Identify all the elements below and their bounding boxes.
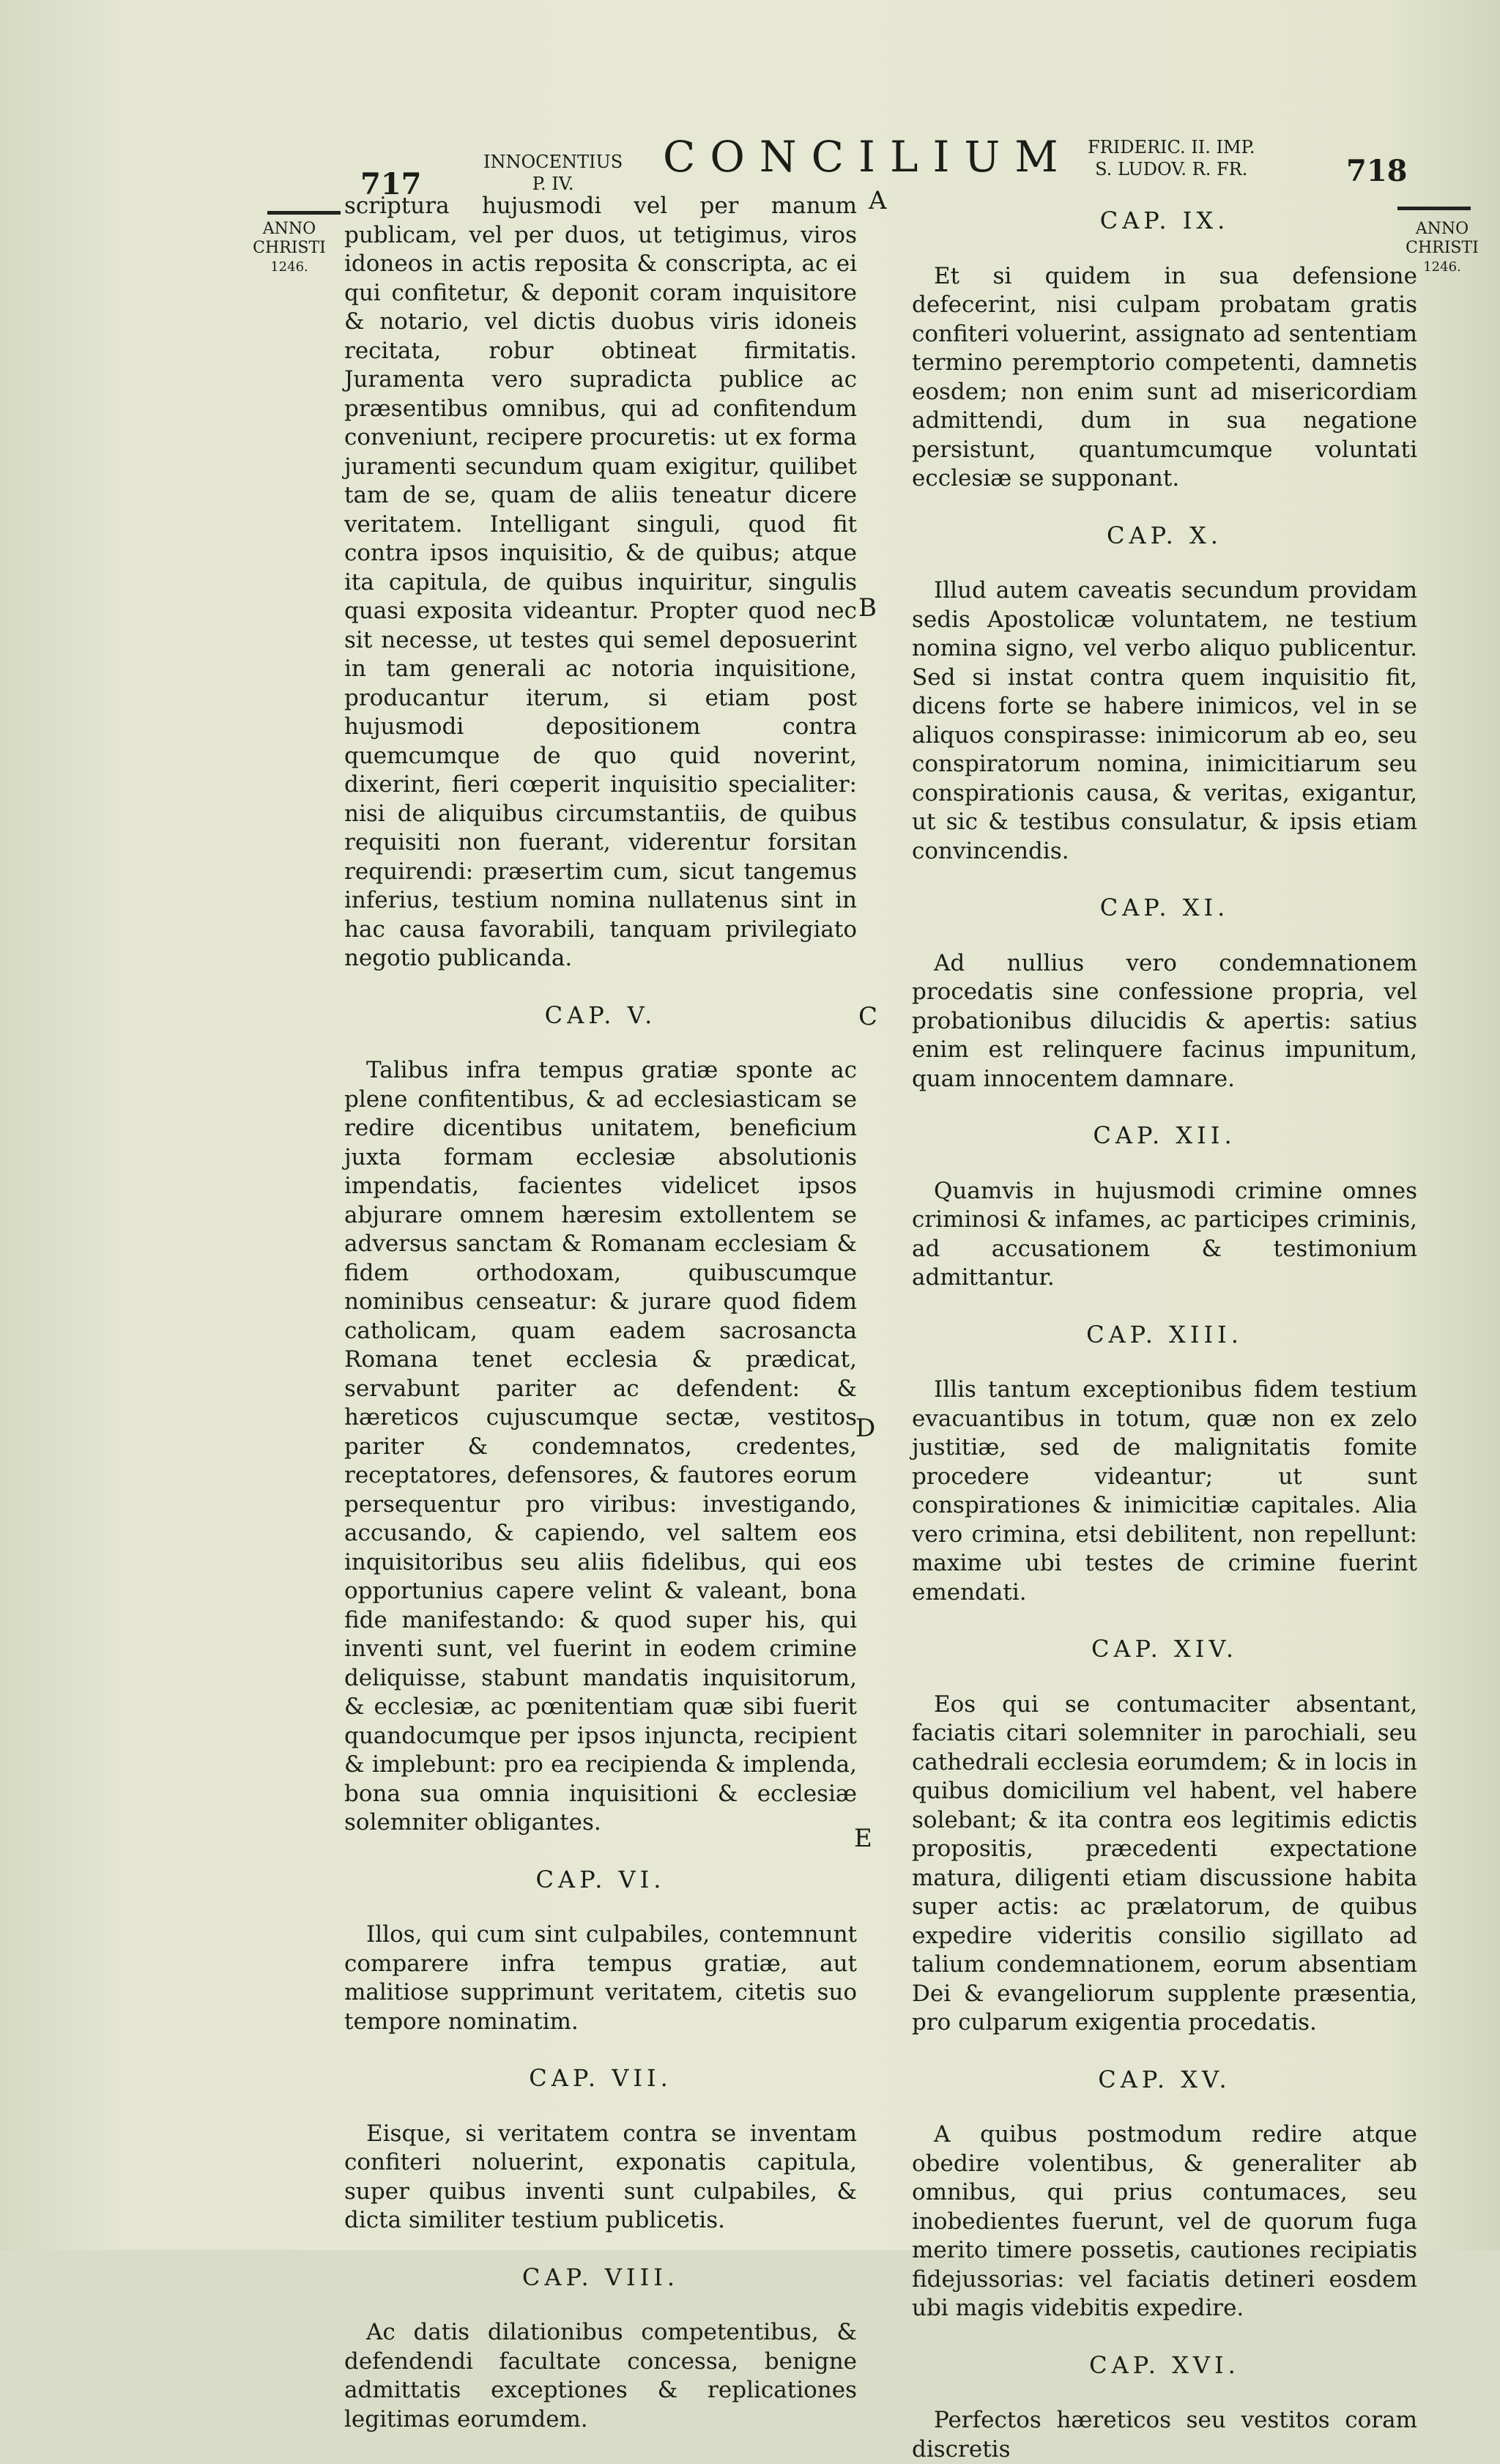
marker-d: D [855,1414,876,1443]
margin-note-right-line1: ANNO [1415,220,1469,238]
left-column [344,192,857,2434]
chapter-heading-x: CAP. X. [1107,521,1222,549]
marker-b: B [858,593,877,623]
running-head-right-line2: S. LUDOV. R. FR. [1095,159,1248,179]
marker-e: E [854,1824,872,1853]
margin-note-right-line2: CHRISTI [1406,239,1479,257]
margin-note-right-line3: 1246. [1423,259,1461,275]
chapter-heading-xii: CAP. XII. [1093,1121,1236,1149]
chapter-heading-vi: CAP. VI. [535,1865,666,1893]
margin-note-left-line2: CHRISTI [253,239,326,257]
chapter-heading-xiv: CAP. XIV. [1091,1635,1239,1663]
chapter-xvi-text: Perfectos hæreticos seu vestitos coram discretis [912,2407,1417,2463]
chapter-vi-text: Illos, qui cum sint culpabiles, contemnunt comparere infra tempus gratiæ, aut malitiose supprimunt veritatem, citetis suo tempore nominatim. [344,1921,857,2035]
chapter-heading-xi: CAP. XI. [1099,894,1230,921]
page-number-left: 717 [360,167,422,201]
running-head-right-line1: FRIDERIC. II. IMP. [1088,137,1255,157]
running-head-left [483,151,623,195]
chapter-heading-xv: CAP. XV. [1098,2065,1231,2093]
chapter-ix-text: Et si quidem in sua defensione defecerint, nisi culpam probatam gratis confiteri voluerint, assignato ad sententiam termino peremptorio competenti, damnetis eosdem; non enim sunt ad misericordiam admittendi, dum in sua negatione persistunt, quantumcumque voluntati ecclesiæ se supponant. [912,262,1417,491]
chapter-heading-viii: CAP. VIII. [521,2263,680,2291]
running-head-right [1088,136,1255,180]
running-head-left-line1: INNOCENTIUS [483,152,623,172]
chapter-v-text: Talibus infra tempus gratiæ sponte ac plene confitentibus, & ad ecclesiasticam se redire dicentibus unitatem, beneficium juxta formam ecclesiæ absolutionis impendatis, facientes videlicet ipsos abjurare omnem hæresim extollentem se adversus sanctam & Romanam ecclesiam & fidem orthodoxam, quibuscumque nominibus censeatur: & jurare quod fidem catholicam, quam eadem sacrosancta Romana tenet ecclesia & prædicat, servabunt pariter ac defendent: & hæreticos cujuscumque sectæ, vestitos pariter & condemnatos, credentes, receptatores, defensores, & fautores eorum persequentur pro viribus: investigando, accusando, & capiendo, vel saltem eos inquisitoribus seu aliis fidelibus, qui eos opportunius capere velint & valeant, bona fide manifestando: & quod super his, qui inventi sunt, vel fuerint in eodem crimine deliquisse, stabunt mandatis inquisitorum, & ecclesiæ, ac pœnitentiam quæ sibi fuerit quandocumque per ipsos injuncta, recipient & implebunt: pro ea recipienda & implenda, bona sua omnia inquisitioni & ecclesiæ solemniter obligantes. [344,1057,857,1836]
chapter-xi-text: Ad nullius vero condemnationem procedatis sine confessione propria, vel probationibus dilucidis & apertis: satius enim est relinquere facinus impunitum, quam innocentem damnare. [912,949,1417,1092]
running-head-title: CONCILIUM [663,132,1073,182]
chapter-xv-text: A quibus postmodum redire atque obedire volentibus, & generaliter ab omnibus, qui prius contumaces, seu inobedientes fuerunt, vel de quorum fuga merito timere possetis, cautiones recipiatis fidejussorias: vel faciatis detineri eosdem ubi magis videbitis expedire. [912,2121,1417,2321]
chapter-heading-vii: CAP. VII. [529,2064,672,2092]
paragraph-intro: scriptura hujusmodi vel per manum publicam, vel per duos, ut tetigimus, viros idoneos in actis reposita & conscripta, ac ei qui confitetur, & deponit coram inquisitore & notario, vel dictis duobus viris idoneis recitata, robur obtineat firmitatis. Juramenta vero supradicta publice ac præsentibus omnibus, qui ad confitendum conveniunt, recipere procuretis: ut ex forma juramenti secundum quam exigitur, quilibet tam de se, quam de aliis teneatur dicere veritatem. Intelligant singuli, quod fit contra ipsos inquisitio, & de quibus; atque ita capitula, de quibus inquiritur, singulis quasi exposita videantur. Propter quod nec sit necesse, ut testes qui semel deposuerint in tam generali ac notoria inquisitione, producantur iterum, si etiam post hujusmodi depositionem contra quemcumque de quo quid noverint, dixerint, fieri cœperit inquisitio specialiter: nisi de aliquibus circumstantiis, de quibus requisiti non fuerant, viderentur forsitan requirendi: præsertim cum, sicut tangemus inferius, testium nomina nullatenus sint in hac causa favorabili, tanquam privilegiato negotio publicanda. [344,193,857,971]
chapter-xiv-text: Eos qui se contumaciter absentant, faciatis citari solemniter in parochiali, seu cathedrali ecclesia eorumdem; & in locis in quibus domicilium vel habent, vel habere solebant; & ita contra eos legitimis edictis propositis, præcedenti expectatione matura, diligenti etiam discussione habita super actis: ac prælatorum, de quibus expedire videritis consilio sigillato ad talium condemnationem, eorum absentiam Dei & evangeliorum supplente præsentia, pro culparum exigentia procedatis. [912,1691,1417,2036]
chapter-x-text: Illud autem caveatis secundum providam sedis Apostolicæ voluntatem, ne testium nomina signo, vel verbo aliquo publicentur. Sed si instat contra quem inquisitio fit, dicens forte se habere inimicos, vel in se aliquos conspirasse: inimicorum ab eo, seu conspiratorum nomina, inimicitiarum seu conspirationis causa, & veritas, exigantur, ut sic & testibus consulatur, & ipsis etiam convincendis. [912,577,1417,864]
chapter-heading-v: CAP. V. [544,1001,657,1029]
chapter-viii-text: Ac datis dilationibus competentibus, & defendendi facultate concessa, benigne admittatis exceptiones & replicationes legitimas eorumdem. [344,2319,857,2433]
page-number-right: 718 [1346,154,1408,188]
chapter-xii-text: Quamvis in hujusmodi crimine omnes criminosi & infames, ac participes criminis, ad accusationem & testimonium admittantur. [912,1177,1417,1291]
running-head-left-line2: P. IV. [532,174,574,194]
margin-note-left-line3: 1246. [270,259,308,275]
margin-note-left [249,220,330,277]
margin-rule-left [267,211,341,215]
marker-c: C [858,1002,878,1031]
chapter-heading-xiii: CAP. XIII. [1086,1320,1243,1348]
chapter-heading-xvi: CAP. XVI. [1089,2350,1240,2379]
chapter-xiii-text: Illis tantum exceptionibus fidem testium evacuantibus in totum, quæ non ex zelo justitiæ, sed de malignitatis fomite procedere videantur; ut sunt conspirationes & inimicitiæ capitales. Alia vero crimina, etsi debilitent, non repellunt: maxime ubi testes de crimine fuerint emendati. [912,1376,1417,1606]
marker-a: A [869,186,887,215]
margin-note-left-line1: ANNO [262,220,316,238]
chapter-vii-text: Eisque, si veritatem contra se inventam confiteri noluerint, exponatis capitula, super quibus inventi sunt culpabiles, & dicta similiter testium publicetis. [344,2120,857,2233]
right-column [912,192,1417,2464]
chapter-heading-ix: CAP. IX. [1099,207,1230,234]
